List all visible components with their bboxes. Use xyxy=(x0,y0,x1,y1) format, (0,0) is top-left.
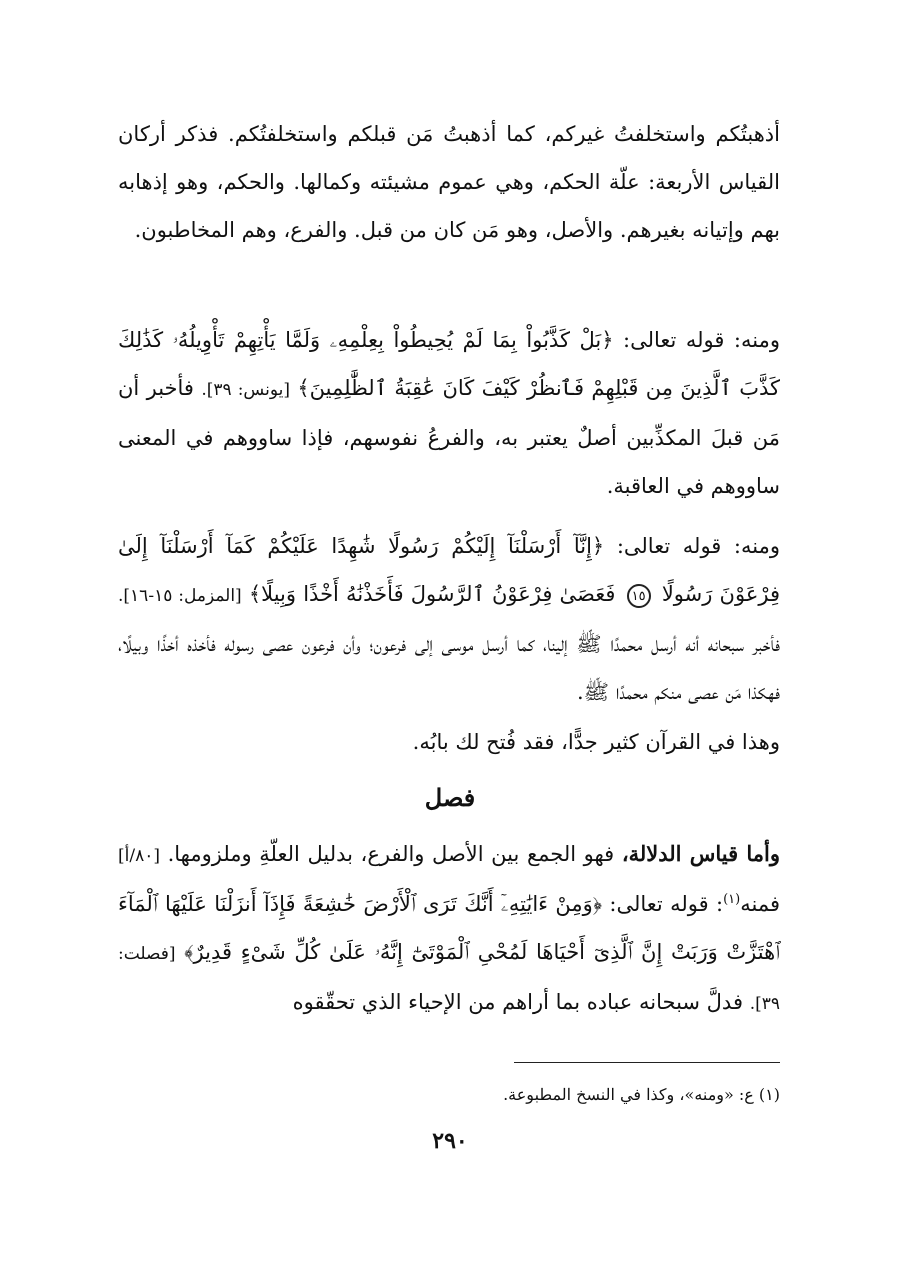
paragraph-2-rest: فأخبر أن مَن قبلَ المكذِّبين أصلٌ يعتبر به، والفرعُ نفوسهم، فإذا ساووهم في المعنى ساووهم في العاقبة. xyxy=(118,376,780,498)
section-heading: فصل xyxy=(424,783,476,812)
paragraph-4 xyxy=(118,718,780,766)
verse-number-marker: ١٥ xyxy=(627,584,651,608)
section-fn-after: : قوله تعالى: xyxy=(609,892,724,916)
quran-verse-yunus: ﴿بَلْ كَذَّبُواْ بِمَا لَمْ يُحِيطُواْ بِعِلْمِهِۦ وَلَمَّا يَأْتِهِمْ تَأْوِيلُهُۥ كَذَٰلِكَ كَذَّبَ ٱلَّذِينَ مِن قَبْلِهِمْ فَٱنظُرْ كَيْفَ كَانَ عَٰقِبَةُ ٱلظَّٰلِمِينَ﴾ xyxy=(118,328,780,400)
paragraph-3-intro: ومنه: قوله تعالى: xyxy=(616,534,780,558)
paragraph-3 xyxy=(118,522,780,716)
section-paragraph xyxy=(118,830,780,1028)
section-rest: فدلَّ سبحانه عباده بما أراهم من الإحياء الذي تحقّقوه xyxy=(292,990,743,1014)
paragraph-2 xyxy=(118,316,780,510)
verse-reference-yunus: [يونس: ٣٩]. xyxy=(201,380,290,400)
paragraph-1-text: أذهبتُكم واستخلفتُ غيركم، كما أذهبتُ مَن قبلكم واستخلفتُكم. فذكر أركان القياس الأربعة: علّة الحكم، وهي عموم مشيئته وكمالها. والحكم، وهو إذهابه بهم وإتيانه بغيرهم. والأصل، وهو مَن كان من قبل. والفرع، وهم المخاطبون. xyxy=(118,122,780,242)
quran-verse-muzzammil-part-a: ﴿إِنَّآ أَرْسَلْنَآ إِلَيْكُمْ رَسُولًا شَٰهِدًا عَلَيْكُمْ كَمَآ أَرْسَلْنَآ إِلَىٰ فِرْعَوْنَ رَسُولًا xyxy=(118,534,780,606)
footnote-reference-mark: (١) xyxy=(723,892,741,907)
section-lead-bold: وأما قياس الدلالة، xyxy=(621,841,780,866)
page-number: ٢٩٠ xyxy=(432,1128,468,1154)
paragraph-3-rest: فأخبر سبحانه أنه أرسل محمدًا ﷺ إلينا، كما أرسل موسى إلى فرعون؛ وأن فرعون عصى رسوله فأخذه أخذًا وبيلًا، فهكذا مَن عصى منكم محمدًا ﷺ. xyxy=(118,632,780,704)
verse-reference-muzzammil: [المزمل: ١٥-١٦]. xyxy=(118,586,242,606)
section-lead-rest: فهو الجمع بين الأصل والفرع، بدليل العلّةِ وملزومها. xyxy=(167,842,615,866)
paragraph-1 xyxy=(118,110,780,254)
paragraph-2-intro: ومنه: قوله تعالى: xyxy=(623,328,780,352)
section-fn-lead: فمنه xyxy=(740,892,780,916)
manuscript-page-marker: [٨٠/أ] xyxy=(118,846,160,866)
footnote xyxy=(118,1080,780,1110)
quran-verse-muzzammil-part-b: فَعَصَىٰ فِرْعَوْنُ ٱلرَّسُولَ فَأَخَذْنَٰهُ أَخْذًا وَبِيلًا﴾ xyxy=(248,582,616,606)
footnote-divider xyxy=(514,1062,780,1063)
paragraph-4-text: وهذا في القرآن كثير جدًّا، فقد فُتح لك بابُه. xyxy=(412,730,780,754)
verse-reference-fussilat: [فصلت: ٣٩]. xyxy=(118,944,780,1014)
quran-verse-fussilat: ﴿وَمِنْ ءَايَٰتِهِۦٓ أَنَّكَ تَرَى ٱلْأَرْضَ خَٰشِعَةً فَإِذَآ أَنزَلْنَا عَلَيْهَا ٱلْمَآءَ ٱهْتَزَّتْ وَرَبَتْ إِنَّ ٱلَّذِىٓ أَحْيَاهَا لَمُحْىِ ٱلْمَوْتَىٰٓ إِنَّهُۥ عَلَىٰ كُلِّ شَىْءٍ قَدِيرٌ﴾ xyxy=(118,892,780,964)
footnote-text: (١) ع: «ومنه»، وكذا في النسخ المطبوعة. xyxy=(503,1085,780,1104)
